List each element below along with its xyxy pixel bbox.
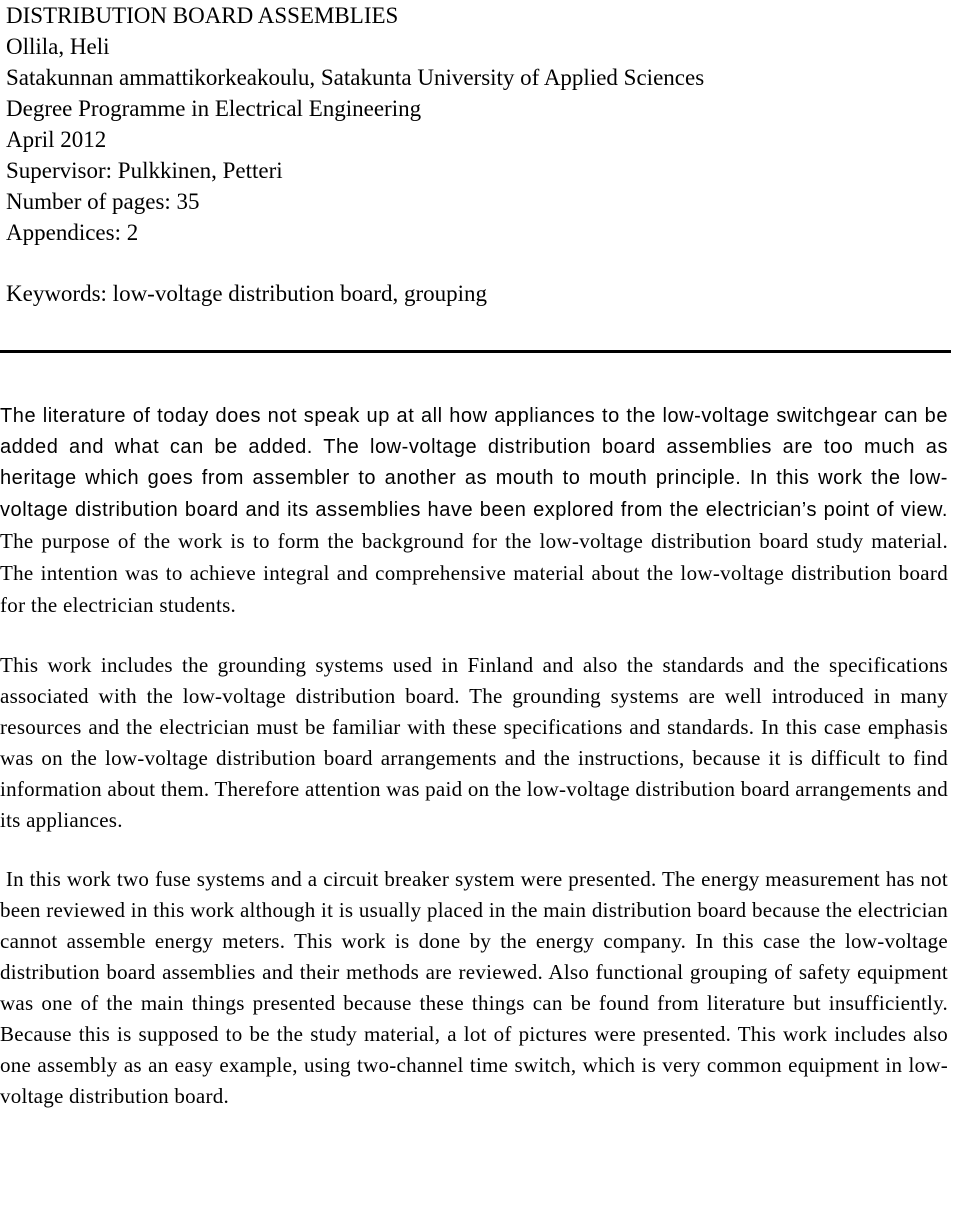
appendices-count: Appendices: 2: [6, 220, 139, 245]
author-name: Ollila, Heli: [6, 34, 110, 59]
publication-date: April 2012: [6, 127, 107, 152]
abstract-body: [0, 401, 948, 1112]
keywords: Keywords: low-voltage distribution board, grouping: [6, 281, 488, 306]
abstract-paragraph-3: In this work two fuse systems and a circuit breaker system were presented. The energy measurement has not been reviewed in this work although it is usually placed in the main distribution board because the electrician cannot assemble energy meters. This work is done by the energy company. In this case the low-voltage distribution board assemblies and their methods are reviewed. Also functional grouping of safety equipment was one of the main things presented because these things can be found from literature but insufficiently. Because this is supposed to be the study material, a lot of pictures were presented. This work includes also one assembly as an easy example, using two-channel time switch, which is very common equipment in low-voltage distribution board.: [0, 867, 948, 1108]
section-divider: [0, 350, 951, 353]
thesis-metadata: [6, 0, 954, 248]
supervisor: Supervisor: Pulkkinen, Petteri: [6, 158, 283, 183]
page-count: Number of pages: 35: [6, 189, 200, 214]
abstract-paragraph-1-serif-text: The purpose of the work is to form the background for the low-voltage distribution board study material. The intention was to achieve integral and comprehensive material about the low-voltage distribution board for the electrician students.: [0, 529, 948, 617]
abstract-paragraph-1-sans-text: The literature of today does not speak up at all how appliances to the low-voltage switchgear can be added and what can be added. The low-voltage distribution board assemblies are too much as heritage which goes from assembler to another as mouth to mouth principle. In this work the low-voltage distribution board and its assemblies have been explored from the electrician’s point of view.: [0, 405, 948, 521]
institution-name: Satakunnan ammattikorkeakoulu, Satakunta University of Applied Sciences: [6, 65, 705, 90]
abstract-paragraph-1: [0, 401, 948, 622]
abstract-paragraph-2: This work includes the grounding systems used in Finland and also the standards and the specifications associated with the low-voltage distribution board. The grounding systems are well introduced in many resources and the electrician must be familiar with these specifications and standards. In this case emphasis was on the low-voltage distribution board arrangements and the instructions, because it is difficult to find information about them. Therefore attention was paid on the low-voltage distribution board arrangements and its appliances.: [0, 653, 948, 832]
thesis-abstract-page: [6, 0, 954, 332]
degree-programme: Degree Programme in Electrical Engineering: [6, 96, 422, 121]
thesis-title: DISTRIBUTION BOARD ASSEMBLIES: [6, 3, 399, 28]
